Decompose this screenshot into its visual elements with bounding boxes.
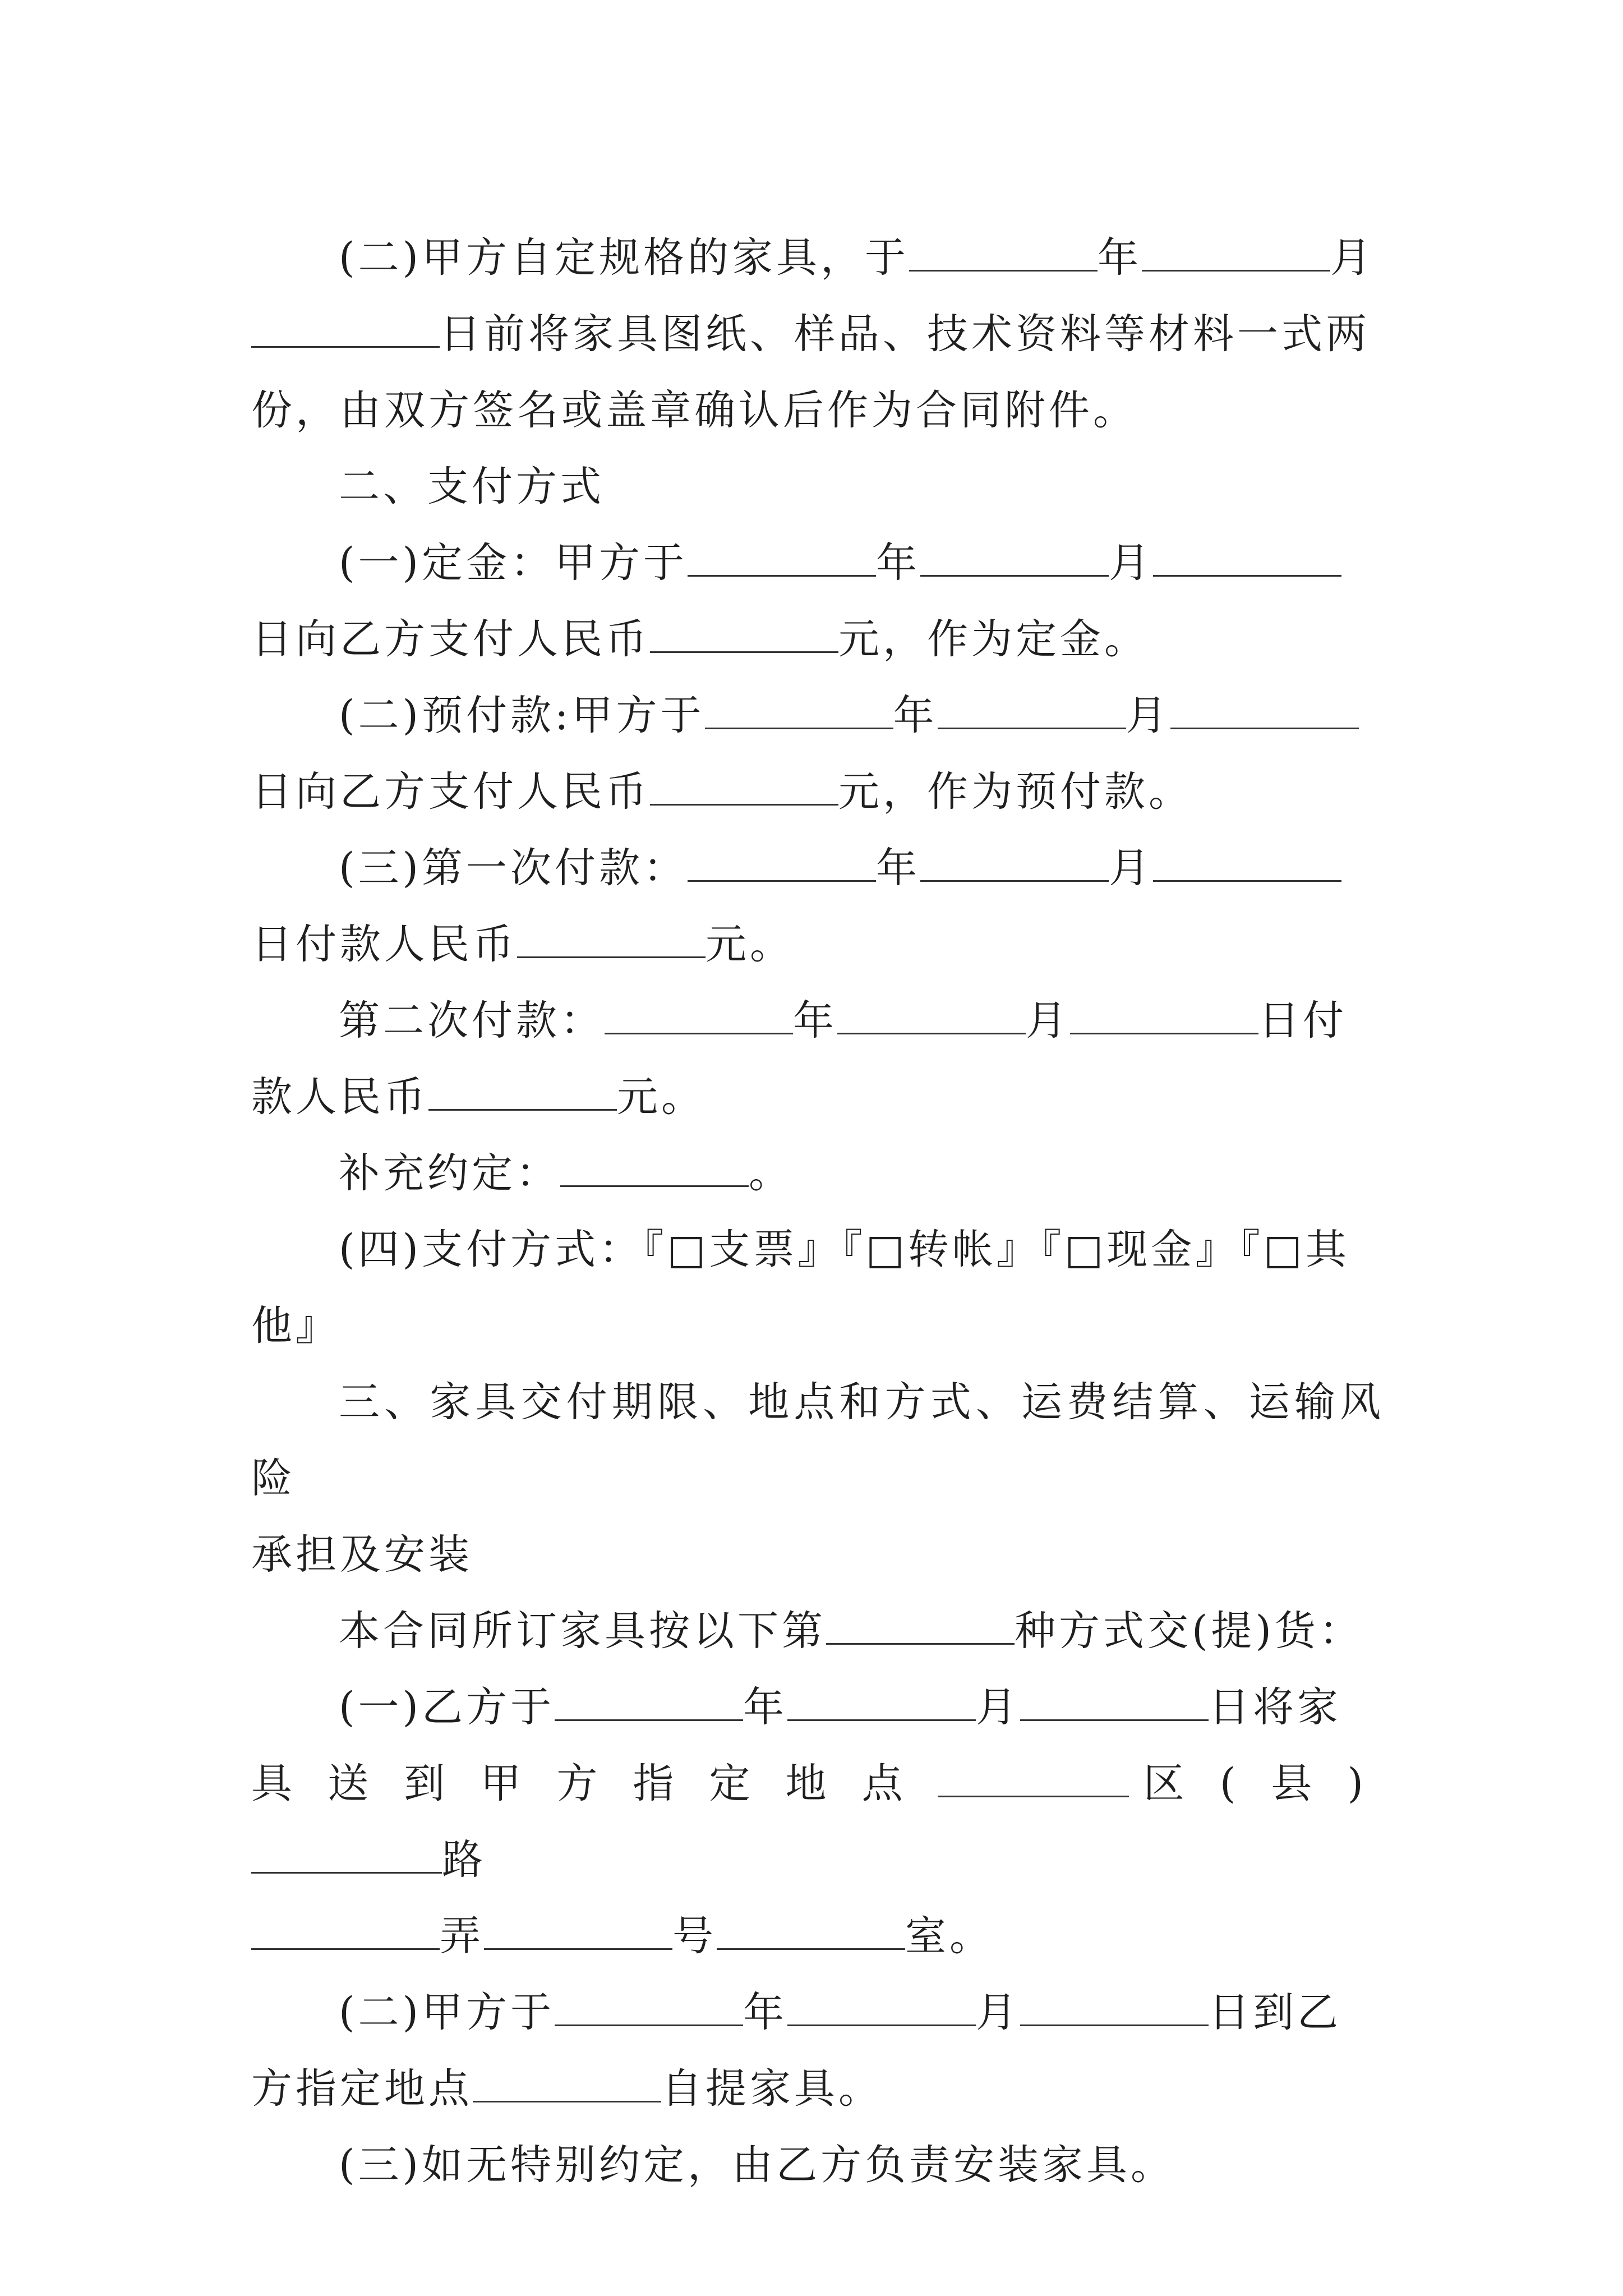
year-blank[interactable] [555, 1992, 743, 2026]
text: 号 [672, 1912, 717, 1960]
text: 日前将家具图纸、样品、技术资料等材料一式两 [440, 310, 1370, 358]
text: 元。 [706, 921, 794, 968]
month-blank[interactable] [787, 1687, 976, 1721]
clause-2-2-custom-furniture [251, 220, 1384, 296]
amount-blank[interactable] [517, 924, 706, 958]
year-blank[interactable] [605, 1000, 793, 1034]
text: 年 [743, 1989, 787, 2036]
text: 区(县) [1128, 1760, 1384, 1807]
clause-delivery-option [251, 1593, 1384, 1669]
clause-prepayment [251, 678, 1384, 754]
heading-text: 三、家具交付期限、地点和方式、运费结算、运输风险 [251, 1378, 1384, 1502]
day-blank[interactable] [1070, 1000, 1258, 1034]
text: 自提家具。 [661, 2065, 883, 2113]
clause-buyer-pickup [251, 1975, 1384, 2051]
year-blank[interactable] [688, 848, 876, 882]
clause-line [251, 1288, 1384, 1364]
clause-payment-method [251, 1212, 1384, 1288]
text: 月 [1108, 539, 1153, 587]
text: (四)支付方式：『□支票』『□转帐』『□现金』『□其 [339, 1226, 1350, 1273]
month-blank[interactable] [920, 542, 1109, 577]
text: 日向乙方支付人民币 [251, 615, 650, 663]
text: 月 [1126, 692, 1170, 739]
month-blank[interactable] [938, 695, 1126, 729]
text: (三)第一次付款： [339, 844, 688, 892]
clause-line [251, 296, 1384, 372]
text: 室。 [905, 1912, 994, 1960]
text: 他』 [251, 1302, 340, 1350]
section-heading-delivery [251, 1364, 1384, 1517]
clause-line [251, 1746, 1384, 1898]
text: 月 [975, 1683, 1020, 1731]
text: 款人民币 [251, 1073, 428, 1121]
clause-line [251, 601, 1384, 678]
text: 具送到甲方指定地点 [251, 1760, 938, 1807]
text: 月 [1108, 844, 1153, 892]
location-blank[interactable] [473, 2068, 661, 2102]
district-blank[interactable] [938, 1763, 1129, 1797]
section-heading-payment [251, 449, 1384, 525]
text: 年 [875, 539, 920, 587]
text: 日到乙 [1208, 1989, 1341, 2036]
text: (二)甲方自定规格的家具，于 [339, 234, 909, 282]
text: (三)如无特别约定，由乙方负责安装家具。 [339, 2141, 1175, 2189]
text: (一)乙方于 [339, 1683, 555, 1731]
road-blank[interactable] [251, 1839, 442, 1874]
clause-line [251, 1898, 1384, 1975]
amount-blank[interactable] [650, 619, 838, 653]
clause-seller-delivery [251, 1669, 1384, 1746]
clause-line [251, 372, 1384, 449]
clause-first-payment [251, 830, 1384, 907]
text: (二)预付款:甲方于 [339, 692, 705, 739]
clause-line [251, 1059, 1384, 1135]
year-blank[interactable] [705, 695, 893, 729]
clause-supplementary [251, 1135, 1384, 1212]
text: 年 [743, 1683, 787, 1731]
text: 日付款人民币 [251, 921, 517, 968]
text: 份，由双方签名或盖章确认后作为合同附件。 [251, 386, 1137, 434]
text: 路 [442, 1836, 504, 1884]
amount-blank[interactable] [650, 771, 838, 806]
clause-line [251, 2051, 1384, 2127]
text: 年 [793, 997, 837, 1045]
text: 弄 [440, 1912, 484, 1960]
text: 元，作为定金。 [838, 615, 1149, 663]
day-blank[interactable] [1153, 542, 1341, 577]
amount-blank[interactable] [428, 1076, 617, 1111]
clause-second-payment [251, 983, 1384, 1059]
heading-text: 承担及安装 [251, 1531, 473, 1579]
clause-line [251, 907, 1384, 983]
text: (一)定金：甲方于 [339, 539, 688, 587]
option-number-blank[interactable] [826, 1611, 1015, 1645]
text: 。 [749, 1149, 793, 1197]
text: 年 [893, 692, 938, 739]
text: 月 [1026, 997, 1070, 1045]
text: (二)甲方于 [339, 1989, 555, 2036]
text: 补充约定： [339, 1149, 560, 1197]
section-heading-delivery-cont [251, 1517, 1384, 1593]
text: 元，作为预付款。 [838, 768, 1193, 816]
text: 方指定地点 [251, 2065, 473, 2113]
text: 日将家 [1208, 1683, 1341, 1731]
day-blank[interactable] [1153, 848, 1341, 882]
text: 第二次付款： [339, 997, 605, 1045]
text: 种方式交(提)货： [1015, 1607, 1363, 1655]
day-blank[interactable] [251, 314, 440, 348]
text: 日付 [1258, 997, 1347, 1045]
text: 本合同所订家具按以下第 [339, 1607, 826, 1655]
clause-deposit [251, 525, 1384, 601]
clause-installation [251, 2127, 1384, 2203]
road-name-blank[interactable] [251, 1916, 440, 1950]
month-blank[interactable] [787, 1992, 976, 2026]
day-blank[interactable] [1170, 695, 1359, 729]
year-blank[interactable] [688, 542, 876, 577]
month-blank[interactable] [1142, 237, 1330, 272]
text: 年 [1097, 234, 1142, 282]
heading-text: 二、支付方式 [339, 463, 605, 510]
text: 元。 [617, 1073, 706, 1121]
month-blank[interactable] [920, 848, 1109, 882]
clause-line [251, 754, 1384, 830]
contract-page-body [251, 220, 1384, 2203]
text: 年 [875, 844, 920, 892]
supplement-blank[interactable] [560, 1153, 749, 1187]
month-blank[interactable] [837, 1000, 1026, 1034]
number-blank[interactable] [717, 1916, 905, 1950]
year-blank[interactable] [555, 1687, 743, 1721]
year-blank[interactable] [909, 237, 1098, 272]
text: 月 [1330, 234, 1375, 282]
text: 日向乙方支付人民币 [251, 768, 650, 816]
day-blank[interactable] [1020, 1992, 1209, 2026]
text: 月 [975, 1989, 1020, 2036]
lane-blank[interactable] [484, 1916, 672, 1950]
day-blank[interactable] [1020, 1687, 1209, 1721]
